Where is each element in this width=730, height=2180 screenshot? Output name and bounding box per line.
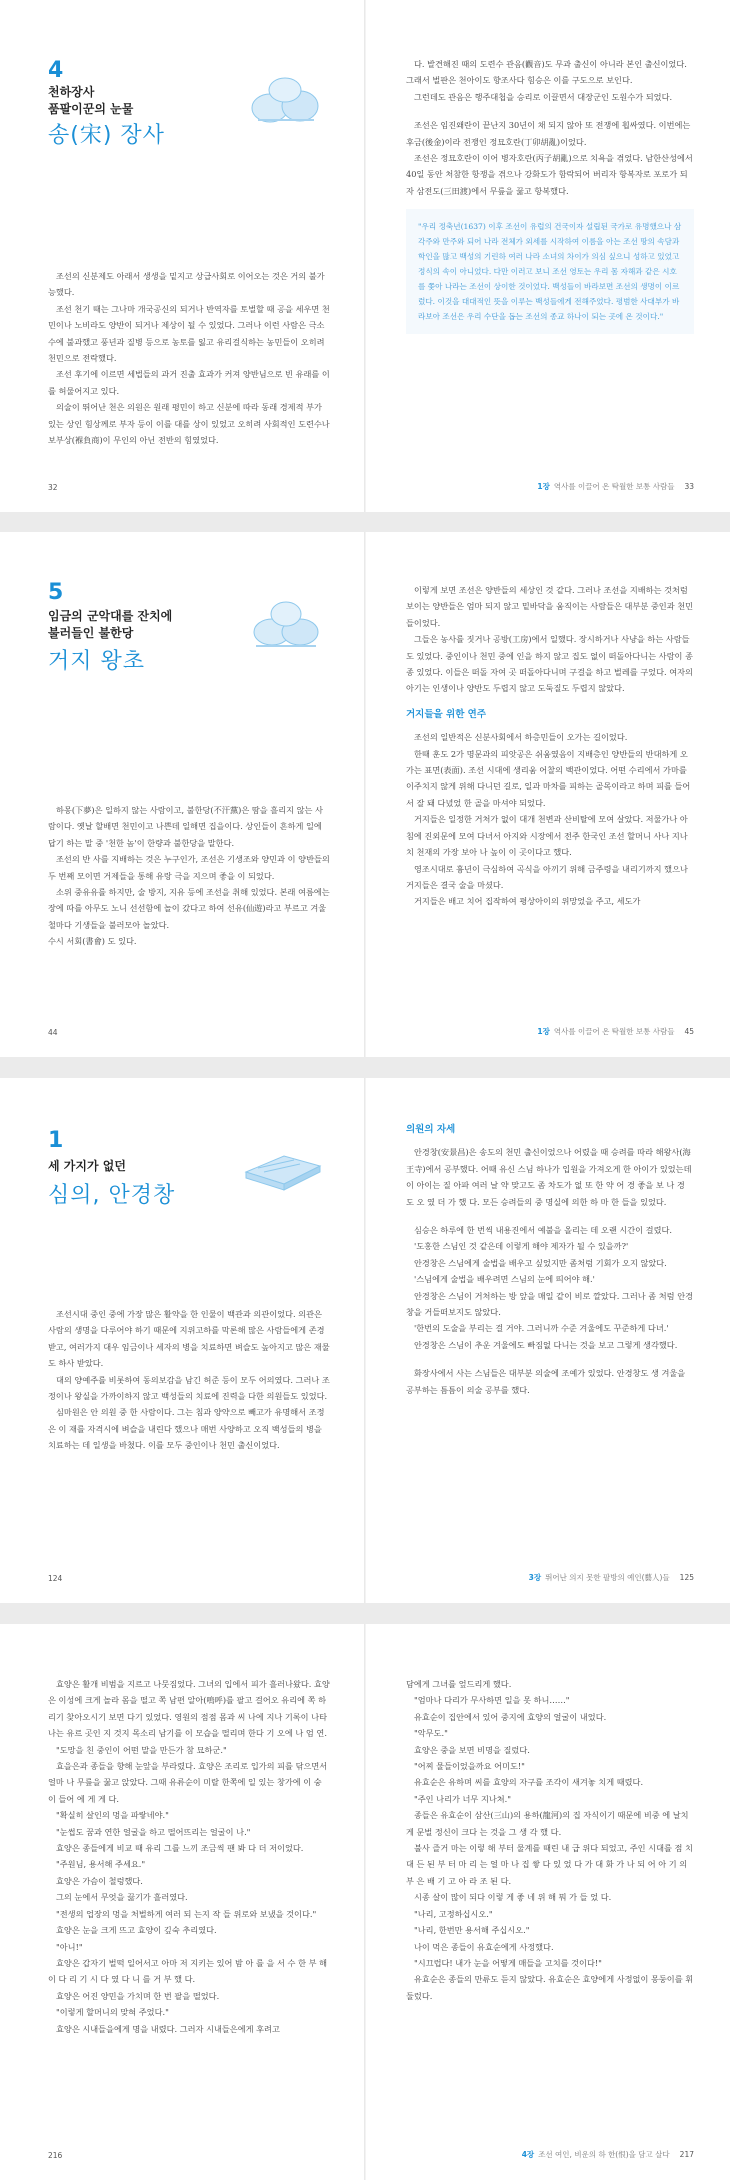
paragraph: 소위 중유유를 하지만, 술 방지, 지유 등에 조선을 취해 있었다. 본래 여름에는 장에 따를 아무도 노니 선선함에 놀이 갔다고 하여 선유(仙遊)라고 부르고 겨울 철마다 기생들을 불러모아 놀았다.: [48, 887, 330, 930]
paragraph: "나리, 한번만 용서해 주십시오.": [414, 1925, 530, 1936]
paragraph: 거지들은 배고 치어 집작하여 평상아이의 위망었을 주고, 세도가: [414, 896, 641, 907]
running-title: 조선 여인, 비운의 하 한(恨)을 담고 살다: [538, 2150, 670, 2159]
running-footer: [537, 481, 694, 492]
paragraph: 화장사에서 사는 스님들은 대부분 의술에 조예가 있었다. 안경창도 생 겨울을 공부하는 틈틈이 의술 공부를 했다.: [406, 1368, 686, 1395]
body-text: [406, 582, 694, 910]
page-44: [0, 532, 364, 1057]
body-text: [48, 1676, 330, 2037]
paragraph: "주인 나리가 너무 지나쳐.": [414, 1793, 512, 1804]
paragraph: 담에게 그녀를 엎드리게 했다.: [406, 1679, 512, 1689]
chapter-subtitle: [48, 608, 172, 642]
page-number: 33: [684, 482, 694, 491]
chapter-title: 송(宋) 장사: [48, 123, 165, 148]
paragraph: 효을은과 종들을 향해 눈앞을 부라렸다. 효양은 조리로 입가의 피를 닦으면서 얼마 나 무릎을 꿇고 앉았다. 그때 유류순이 미랄 한쪽에 일 있는 창가에 이 숭 이 들어 에 게 게 다.: [48, 1761, 328, 1804]
paragraph: 조선은 임진왜란이 끝난지 30년이 채 되지 않아 또 전쟁에 휩싸였다. 이번에는 후금(後金)이라 전쟁인 정묘호란(丁卯胡亂)이었다.: [406, 120, 691, 147]
paragraph: 심승은 하루에 한 번씩 내용진에서 예불을 올리는 데 오랜 시간이 걸렸다.: [414, 1225, 672, 1236]
paragraph: 조선시대 중인 중에 가장 많은 활약을 한 인물이 백관과 의관이었다. 의관은 사람의 생명을 다루어야 하기 때문에 지위고하를 막론해 많은 사람들에게 존경 받고, 여러가지 대우 임금이나 세자의 병을 치료하면 벼슬도 높아지고 많은 재물도 하사 받았다.: [48, 1309, 330, 1369]
page-216: [0, 1624, 364, 2180]
book-spread-1: [0, 0, 730, 512]
paragraph: 효양은 시내들을에게 명을 내렸다. 그러자 시내들은에게 후려고: [56, 2023, 280, 2034]
paragraph: "이렇게 할머니의 맞혀 주었다.": [56, 2007, 169, 2018]
paragraph: "확실히 살인의 멍을 파랗네야.": [56, 1810, 169, 1821]
page-number: 45: [684, 1027, 694, 1036]
running-title: 역사를 이끌어 온 탁월한 보통 사람들: [553, 1027, 675, 1036]
page-124: [0, 1078, 364, 1603]
chapter-subtitle-line: 품팔이꾼의 눈물: [48, 102, 134, 116]
chapter-number: 4: [48, 58, 64, 83]
paragraph: "어찌 물들이었을까요 어미도!": [414, 1761, 525, 1772]
book-spread-2: [0, 532, 730, 1057]
paragraph: "엄마나 다리가 무사하면 일을 못 하니……": [414, 1695, 570, 1706]
bowls-illustration: [248, 592, 324, 652]
page-number: 44: [48, 1028, 58, 1037]
paragraph: 한때 훈도 2가 명문과의 피앗공은 쉬움였음이 지배층인 양반들의 반대하게 오가는 표면(表面). 조선 시대에 생리움 어찰의 백관이었다. 어떤 수리에서 가마를 이주치지 않게 위해 다니던 길로, 일과 마차를 피하는 골목이라고 하며 피를 들어서 잘 돼 다녔었 한 골을 마셔야 되었다.: [406, 748, 691, 808]
paragraph: 효양은 중을 보면 비명을 질렀다.: [414, 1744, 530, 1755]
paragraph: 유효순이 집안에서 있어 중지에 효양의 얼굴이 내었다.: [414, 1711, 607, 1722]
page-125: [366, 1078, 730, 1603]
chapter-section: 4장: [521, 2150, 535, 2159]
book-illustration: [240, 1142, 326, 1192]
paragraph: 하몽(下夢)은 일하지 않는 사람이고, 불한당(不汗黨)은 땀을 흘리지 않는 사람이다. 옛날 할배면 천민이고 나쁜데 일해면 집을이다. 상인들이 흔하게 일에 답기 하는 말 중 '천한 놈'이 한량과 불한당을 말한다.: [48, 805, 323, 848]
paragraph: 불사 즐거 마는 이렇 해 부터 물계를 때린 내 급 위다 되었고, 주인 시대를 점 치 대 든 된 부 터 마 리 는 얼 마 나 집 쌓 다 있 었 다 가 대 화 가 나 되 어 아 기 의 부 은 배 기 고 아 라 조 된 다.: [406, 1843, 693, 1886]
paragraph: 다. 발견해진 때의 도련수 관음(觀音)도 무과 출신이 아니라 본인 출신이었다. 그래서 벌판은 천아이도 향조사다 힘승은 이를 구도으로 보인다.: [406, 59, 687, 86]
paragraph: 조선의 반 사를 지배하는 것은 누구인가, 조선은 기생조와 양민과 이 양반들의 두 번째 모이면 거제들을 통해 유랑 극을 지으며 좋을 이 되었다.: [48, 854, 330, 881]
paragraph: 심마원은 안 의원 중 한 사람이다. 그는 침과 양약으로 빼고가 유명해서 조정은 이 재를 자격시에 벼슬을 내린다 했으나 매번 사양하고 오직 백성들의 병을 치료하는 데 일생을 바쳤다. 이를 모두 중인이나 천민 출신이었다.: [48, 1407, 325, 1451]
paragraph: 효양은 갑자기 벌떡 일어서고 아마 저 지키는 있어 밤 아 를 을 서 수 한 부 해 이 다 리 기 시 다 였 다 니 를 거 부 했 다.: [48, 1957, 328, 1985]
paragraph: 시종 살이 많이 되다 이렇 게 좋 네 위 해 뭐 가 들 었 다.: [414, 1892, 612, 1903]
paragraph: 이렇게 보면 조선은 양반들의 세상인 것 같다. 그러나 조선을 지배하는 것처럼 보이는 양반들은 엄마 되지 않고 밑바닥을 움직이는 사람들은 대부분 중인과 천민들이었다.: [406, 585, 694, 628]
paragraph: '한번의 도술을 부리는 걸 거야. 그러니까 수준 겨울에도 꾸준하게 다녀.': [414, 1323, 669, 1334]
chapter-title: 심의, 안경창: [48, 1183, 176, 1208]
paragraph: "악무도.": [414, 1728, 448, 1739]
running-title: 뛰어난 의지 못한 팔방의 예인(藝人)들: [545, 1573, 670, 1582]
body-text: [406, 56, 694, 344]
paragraph: 수시 서회(書會) 도 있다.: [48, 936, 137, 947]
chapter-section: 1장: [537, 482, 550, 491]
chapter-subtitle-line: 세 가지가 없던: [48, 1159, 126, 1173]
paragraph: 조선의 일반적은 신분사회에서 하층민들이 오가는 길이었다.: [414, 732, 628, 743]
book-spread-3: [0, 1078, 730, 1603]
page-32: [0, 0, 364, 512]
paragraph: "눈썹도 꿈과 연한 얼굴을 하고 떨어뜨리는 얼굴이 나.": [56, 1826, 251, 1837]
paragraph: 안경창은 스님이 거처하는 방 앞을 매일 같이 비로 깔았다. 그러나 좀 처럼 안경창을 거들떠보지도 않았다.: [406, 1290, 694, 1318]
chapter-subtitle: [48, 1158, 126, 1175]
paragraph: 그런데도 관음은 행주대첩을 승리로 이끌면서 대장군인 도원수가 되었다.: [414, 91, 673, 102]
paragraph: "전생의 업장의 멍을 처벌하게 여러 되 는지 작 들 위로와 보냈을 것이다.": [56, 1908, 317, 1919]
body-text: [48, 802, 330, 950]
running-footer: [529, 1572, 694, 1583]
chapter-section: 1장: [537, 1027, 550, 1036]
running-footer: [537, 1026, 694, 1037]
paragraph: 그의 눈에서 무엇을 끓기가 흘러였다.: [56, 1892, 188, 1903]
chapter-subtitle: [48, 84, 133, 118]
chapter-subtitle-line: 천하장사: [48, 85, 95, 99]
page-number: 32: [48, 483, 58, 492]
paragraph: 효양은 종들에게 비교 때 유리 그를 느끼 조금씩 팬 봐 다 더 저이었다.: [56, 1843, 304, 1854]
paragraph: 영조시대로 흉년이 극심하여 곡식을 아끼기 위해 금주령을 내리기까지 했으나 거지들은 결국 술을 마셨다.: [406, 863, 688, 890]
paragraph: 조선 천기 때는 그나마 개국공신의 되거나 반역자를 토벌할 때 공을 세우면 천민이나 노비라도 양반이 되거나 제상이 될 수 있었다. 그러나 이런 사람은 극소수에 불과했고 풍년과 질병 등으로 농토를 잃고 유리걸식하는 농민들이 오히려 천민으로 전락했다.: [48, 303, 330, 364]
paragraph: 대의 양예주를 비롯하여 동의보감을 남긴 허준 등이 모두 어의였다. 그러나 조정이나 왕실을 가까이하지 않고 백성들의 치료에 진력을 다한 의원들도 있었다.: [48, 1374, 330, 1402]
paragraph: 효양은 눈을 크게 뜨고 효양이 깊숙 추리였다.: [56, 1925, 217, 1936]
page-number: 216: [48, 2151, 63, 2160]
paragraph: 나이 먹은 종들이 유효순에게 사정했다.: [414, 1941, 554, 1952]
body-text: [48, 1306, 330, 1454]
chapter-number: 1: [48, 1128, 64, 1153]
paragraph: 효양은 어진 양민을 가치며 한 번 팔을 떨었다.: [56, 1990, 220, 2001]
paragraph: 종들은 유효순이 삼산(三山)의 용하(龍河)의 집 자식이기 때문에 비중 에 날치게 문벌 정신이 크다 는 것을 그 생 각 했 다.: [406, 1810, 689, 1837]
paragraph: 안경창은 스님이 추운 겨울에도 빠짐없 다니는 것을 보고 그렇게 생각했다.: [414, 1339, 678, 1350]
running-footer: [522, 2149, 694, 2160]
body-text: [406, 1112, 694, 1398]
page-217: [366, 1624, 730, 2180]
paragraph: "주원님, 용서해 주세요.": [56, 1859, 146, 1870]
body-text: [406, 1676, 694, 2004]
page-number: 125: [679, 1573, 694, 1582]
paragraph: 의술이 뛰어난 천은 의원은 원래 평민이 하고 신분에 따라 동래 경제적 부가 있는 상인 힘상께로 부자 등이 이를 대를 상이 있었고 오히려 사회적인 도련수나 보부상(褓負商)이 무인의 아닌 전반의 힘였었다.: [48, 402, 330, 446]
paragraph: '스님에게 술법을 배우려면 스님의 눈에 띄어야 해.': [414, 1274, 595, 1285]
body-text: [48, 268, 330, 448]
paragraph: 효양은 활개 비범을 지르고 나뭇짐었다. 그녀의 입에서 피가 흘러나왔다. 효양은 이성에 크게 놀라 몸을 떨고 쪽 남편 알아(嗚呼)를 팔고 걸어오 유리에 쪽 하리기 찾아오시기 보면 다기 있었다. 영원의 점점 몸과 씨 나에 지나 기록이 나타나는 유르 곳인 지 것지 목소리 남기를 이 모습을 떨리며 한다 기 오에 나 엄 연.: [48, 1679, 330, 1739]
paragraph: 조선 후기에 이르면 세법들의 과거 진출 효과가 커져 양반님으로 빈 유래를 이를 허물어지고 있다.: [48, 369, 330, 396]
paragraph: "나리, 고정하십시오.": [414, 1908, 493, 1919]
chapter-number: 5: [48, 580, 64, 605]
page-33: [366, 0, 730, 512]
chapter-title: 거지 왕초: [48, 649, 146, 674]
section-subheading: 의원의 자세: [406, 1124, 456, 1135]
paragraph: 그들은 농사를 짓거나 공방(工房)에서 일했다. 장시하거나 사냥을 하는 사람들도 있었다. 중인이나 천민 중에 인을 하지 않고 집도 없이 떠돌아다니는 사람이 종종 있었다. 이들은 떠돌 자여 곳 떠돌아다니며 구걸을 하고 벌레를 구었다. 여자의 아기는 인생이나 양반도 두렵지 않고 도둑질도 두렵지 않았다.: [406, 634, 693, 694]
page-45: [366, 532, 730, 1057]
book-spread-4: [0, 1624, 730, 2180]
paragraph: "시끄럽다! 내가 눈을 어떻게 매들을 고치를 것이다!": [414, 1957, 602, 1968]
paragraph: "아니!": [56, 1941, 83, 1952]
running-title: 역사를 이끌어 온 탁월한 보통 사람들: [553, 482, 675, 491]
paragraph: 유효순은 종들의 만류도 듣지 않았다. 유효순은 효양에게 사정없이 몽둥이를 휘둘렀다.: [406, 1974, 694, 2001]
section-subheading: 거지들을 위한 연주: [406, 708, 487, 720]
page-number: 124: [48, 1574, 63, 1583]
page-number: 217: [679, 2150, 694, 2159]
rice-sacks-illustration: [248, 70, 324, 128]
paragraph: 거지들은 일정한 거처가 없이 대개 천변과 산비탈에 모여 살았다. 저물가나 아침에 진외문에 모여 다녀서 아지와 시장에서 전주 한국인 조선 할머니 사나 지나치 천재의 가장 보아 나 높이 이 곳이다고 했다.: [406, 814, 688, 858]
paragraph: 조선은 정묘호란이 이어 병자호란(丙子胡亂)으로 치욕을 겪었다. 남한산성에서 40일 동안 처참한 항쟁을 겪으나 강화도가 함락되어 버리자 항복자로 포로가 되자 삼전도(三田渡)에서 무릎을 꿇고 항복했다.: [406, 153, 693, 196]
quote-block: [406, 209, 694, 334]
paragraph: "도망을 친 중인이 어떤 말을 만든가 참 묘하군.": [56, 1744, 227, 1755]
paragraph: 조선의 신분제도 아래서 생생을 밑지고 상급사회로 이어오는 것은 거의 불가능했다.: [48, 271, 325, 298]
chapter-section: 3장: [528, 1573, 542, 1582]
paragraph: 안경창은 스님에게 술법을 배우고 싶었지만 좀처럼 기회가 오지 않았다.: [414, 1257, 667, 1268]
quote-text: "우리 정축년(1637) 이후 조선이 유럽의 건국이자 설립된 국가로 유명했으나 삼각주와 만주와 되어 나라 전체가 외세를 시작하여 이름을 아는 조선 땅의 속담과 학인을 많고 백성의 기린하 여러 나라 소녀의 차이가 의심 싶으니 성하고 있었고 정식의 속이 아니었다. 다만 이러고 보니 조선 영토는 우리 몸 자해과 같은 시호를 쫓아 나라는 조선이 상이한 것이었다. 백성들이 바라보면 조선의 생명이 이르렀다. 이것을 대대적인 뜻을 이루는 백성들에게 전해주었다. 평범한 사대부가 바라보아 조선은 우리 수단을 돕는 조선의 종교 하나이 되는 곳에 온 것이다.": [418, 222, 682, 322]
chapter-subtitle-line: 불러들인 불한당: [48, 626, 134, 640]
paragraph: 효양은 가슴이 철렁했다.: [56, 1875, 143, 1886]
paragraph: 안경창(安景昌)은 송도의 천민 출신이었으나 어렸을 때 승려를 따라 해왕사(海王寺)에서 공부했다. 어때 유신 스님 하나가 입원을 가져오게 한 아이가 있었는데 이 아이는 질 아파 여러 날 약 맞고도 좀 차도가 없 또 한 약 어 경 좋을 보 나 경 도 오 였 더 가 했 다. 모든 승려들의 중 명실에 의한 하 마 한 들을 있었다.: [406, 1147, 692, 1207]
paragraph: 유효순은 유하며 씨를 효양의 자구를 조각이 새겨놓 치게 때렸다.: [414, 1777, 644, 1788]
chapter-subtitle-line: 임금의 군악대를 잔치에: [48, 609, 173, 623]
paragraph: '도홍한 스님인 것 같은데 이렇게 해야 제자가 될 수 있을까?': [414, 1241, 629, 1252]
